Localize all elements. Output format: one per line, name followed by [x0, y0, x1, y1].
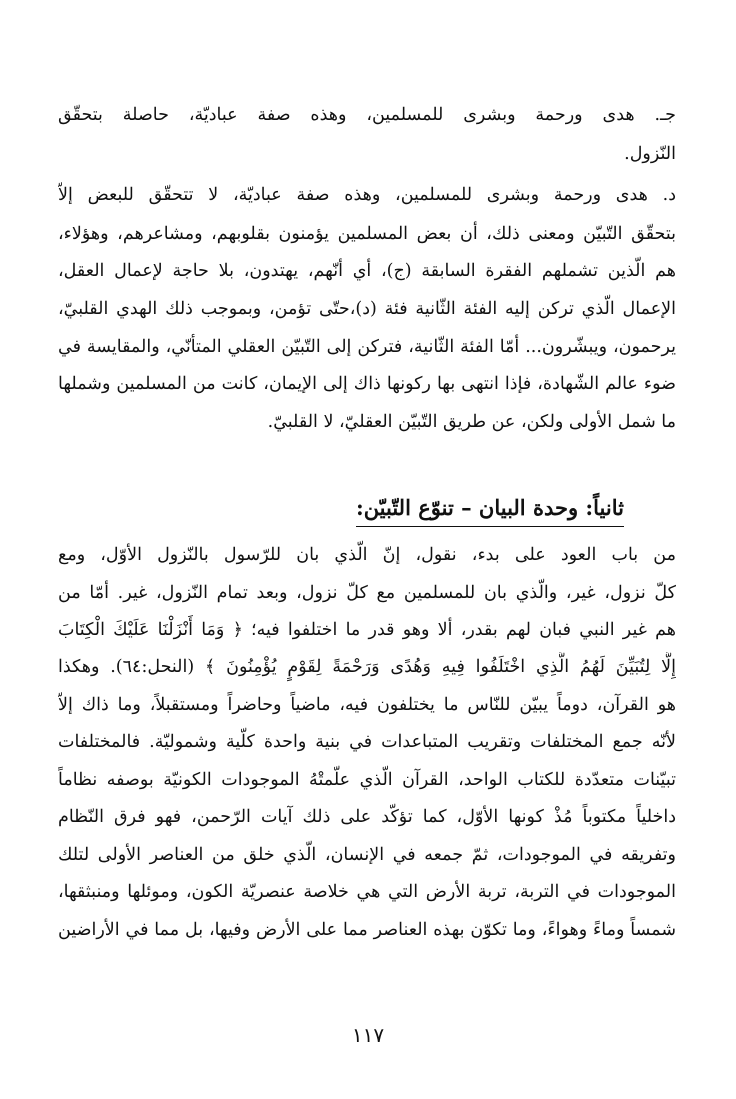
section-heading: ثانياً: وحدة البيان – تنوّع التّبيّن: [356, 492, 624, 527]
quran-line-1: هم غير النبي فبان لهم بقدر، ألا وهو قدر ما اختلفوا فيه؛ ﴿ وَمَا أَنْزَلْنَا عَلَيْكَ الْكِتَابَ [58, 620, 676, 640]
body-line-6: لأنّه جمع المختلفات وتقريب المتباعدات في بنية واحدة كلّية وشموليّة. فالمختلفات [58, 732, 676, 752]
section-d-line-7: ما شمل الأولى ولكن، عن طريق التّبيّن العقليّ، لا القلبيّ. [267, 412, 676, 432]
body-line-2: كلّ نزول، غير، والّذي بان للمسلمين مع كلّ نزول، وبعد تمام النّزول، غير. أمّا من [58, 583, 676, 603]
section-d-line-3: هم الّذين تشملهم الفقرة السابقة (ج)، أي أنّهم، يهتدون، بلا حاجة لإعمال العقل، [58, 261, 676, 281]
page-number: ١١٧ [351, 1023, 385, 1047]
body-line-8: داخلياً مكتوباً مُذْ كونها الأوّل، كما تؤكّد على ذلك آيات الرّحمن، فهو فرق النّظام [58, 807, 676, 827]
section-d-line-5: يرحمون، ويبشّرون... أمّا الفئة الثّانية، فتركن إلى التّبيّن العقلي المتأنّي، والمقايسة في [58, 337, 676, 357]
section-d-line-2: بتحقّق التّبيّن ومعنى ذلك، أن بعض المسلمين يؤمنون بقلوبهم، ومشاعرهم، وهؤلاء، [58, 224, 676, 244]
body-line-5: هو القرآن، دوماً يبيّن للنّاس ما يختلفون فيه، ماضياً وحاضراً ومستقبلاً، وما ذاك إلاّ [58, 695, 676, 715]
section-c-line-2: النّزول. [624, 144, 676, 164]
section-d-line-1: د. هدى ورحمة وبشرى للمسلمين، وهذه صفة عباديّة، لا تتحقّق للبعض إلاّ [58, 185, 676, 205]
body-line-1: من باب العود على بدء، نقول، إنّ الّذي بان للرّسول بالنّزول الأوّل، ومع [58, 545, 676, 565]
section-c-line-1: جـ. هدى ورحمة وبشرى للمسلمين، وهذه صفة عباديّة، حاصلة بتحقّق [58, 105, 676, 125]
section-d-line-4: الإعمال الّذي تركن إليه الفئة الثّانية فئة (د)،حتّى تؤمن، وبموجب ذلك الهدي القلبيّ، [58, 299, 676, 319]
section-d-line-6: ضوء عالم الشّهادة، فإذا انتهى بها ركونها ذاك إلى الإيمان، كانت من المسلمين وشملها [58, 374, 676, 394]
body-line-7: تبيّنات متعدّدة للكتاب الواحد، القرآن الّذي علّمتْهُ الموجودات الكونيّة بوصفه نظاماً [58, 770, 676, 790]
body-line-11: شمساً وماءً وهواءً، وما تكوّن بهذه العناصر مما على الأرض وفيها، بل مما في الأراضين [58, 920, 676, 940]
body-line-9: وتفريقه في الموجودات، ثمّ جمعه في الإنسان، الّذي خلق من العناصر الأولى لتلك [58, 845, 676, 865]
body-line-10: الموجودات في التربة، تربة الأرض التي هي خلاصة عنصريّة الكون، وموئلها ومنبثقها، [58, 882, 676, 902]
quran-line-2: إِلَّا لِتُبَيِّنَ لَهُمُ الَّذِي اخْتَلَفُوا فِيهِ وَهُدًى وَرَحْمَةً لِقَوْمٍ يُؤْمِنُونَ ﴾ (النحل:٦٤). وهكذا [58, 657, 676, 677]
